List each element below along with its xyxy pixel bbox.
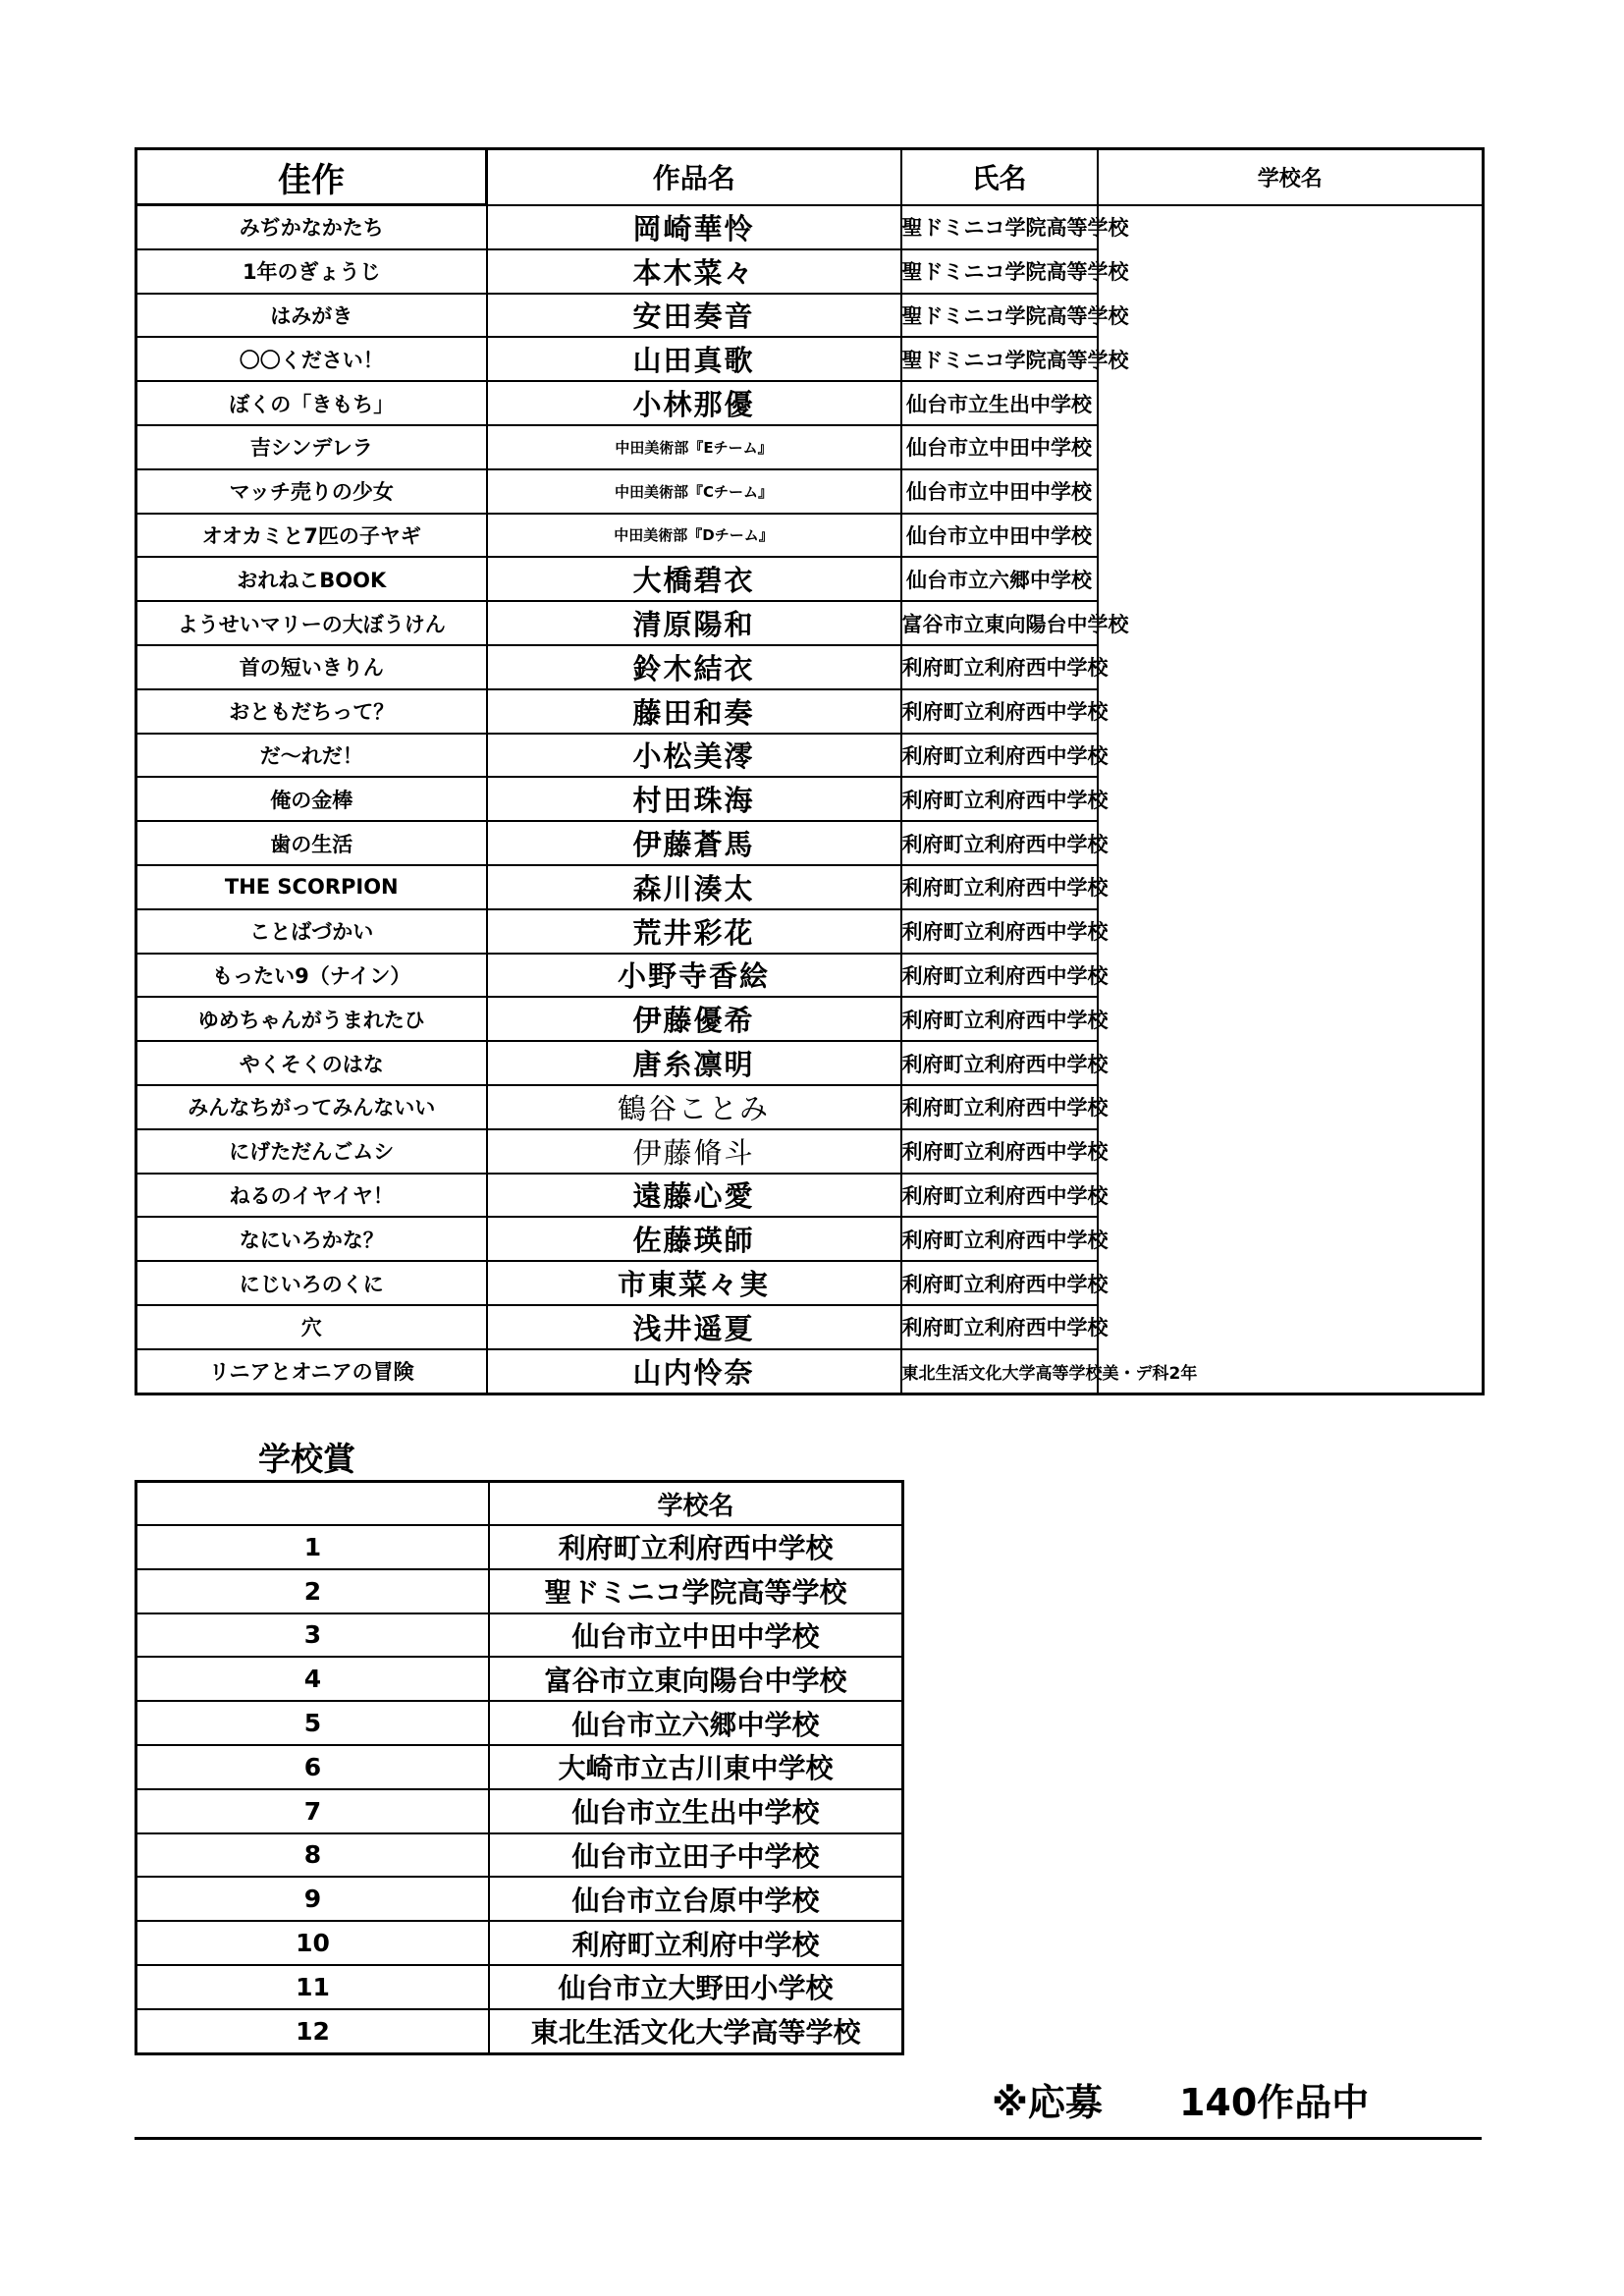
divider bbox=[135, 2137, 1482, 2140]
entry-name: 鶴谷ことみ bbox=[487, 1085, 901, 1129]
entry-title: だ～れだ！ bbox=[136, 734, 487, 778]
school-rank: 8 bbox=[136, 1833, 490, 1878]
school-rank: 11 bbox=[136, 1965, 490, 2009]
entry-school: 利府町立利府西中学校 bbox=[901, 689, 1098, 734]
entry-title: にげただんごムシ bbox=[136, 1129, 487, 1174]
header-row bbox=[136, 149, 1484, 205]
school-award-name: 利府町立利府西中学校 bbox=[489, 1525, 903, 1569]
entry-row bbox=[136, 821, 1484, 865]
entry-row bbox=[136, 1041, 1484, 1085]
entry-school: 仙台市立六郷中学校 bbox=[901, 557, 1098, 601]
entry-name: 伊藤優希 bbox=[487, 997, 901, 1041]
entry-title: マッチ売りの少女 bbox=[136, 469, 487, 514]
entry-row bbox=[136, 249, 1484, 294]
entry-row bbox=[136, 997, 1484, 1041]
entry-school: 利府町立利府西中学校 bbox=[901, 1085, 1098, 1129]
entry-school: 仙台市立中田中学校 bbox=[901, 514, 1098, 558]
entry-row bbox=[136, 1217, 1484, 1261]
entry-title: はみがき bbox=[136, 294, 487, 338]
entry-title: おともだちって？ bbox=[136, 689, 487, 734]
entry-row bbox=[136, 1261, 1484, 1305]
entry-title: みぢかなかたち bbox=[136, 205, 487, 249]
school-award-name: 仙台市立台原中学校 bbox=[489, 1877, 903, 1921]
entry-title: 1年のぎょうじ bbox=[136, 249, 487, 294]
entry-row bbox=[136, 645, 1484, 689]
entry-title: ねるのイヤイヤ！ bbox=[136, 1174, 487, 1218]
column-header-name: 氏名 bbox=[901, 149, 1098, 205]
school-award-row bbox=[136, 2009, 903, 2053]
entry-name: 藤田和奏 bbox=[487, 689, 901, 734]
school-award-name: 仙台市立生出中学校 bbox=[489, 1789, 903, 1833]
entry-title: ようせいマリーの大ぼうけん bbox=[136, 601, 487, 645]
entry-name: 遠藤心愛 bbox=[487, 1174, 901, 1218]
entry-name: 鈴木結衣 bbox=[487, 645, 901, 689]
school-award-row bbox=[136, 1921, 903, 1965]
school-award-row bbox=[136, 1745, 903, 1789]
school-rank: 10 bbox=[136, 1921, 490, 1965]
footnote bbox=[992, 2072, 1369, 2126]
school-header: 学校名 bbox=[489, 1482, 903, 1526]
school-award-row bbox=[136, 1525, 903, 1569]
school-award-row bbox=[136, 1701, 903, 1745]
entry-row bbox=[136, 689, 1484, 734]
entry-title: なにいろかな？ bbox=[136, 1217, 487, 1261]
entry-title: ゆめちゃんがうまれたひ bbox=[136, 997, 487, 1041]
entry-title: ぼくの「きもち」 bbox=[136, 381, 487, 425]
entry-row bbox=[136, 1349, 1484, 1394]
school-award-row bbox=[136, 1789, 903, 1833]
entry-name: 山田真歌 bbox=[487, 337, 901, 381]
entry-name: 安田奏音 bbox=[487, 294, 901, 338]
entry-title: 歯の生活 bbox=[136, 821, 487, 865]
school-award-name: 東北生活文化大学高等学校 bbox=[489, 2009, 903, 2053]
school-rank: 2 bbox=[136, 1569, 490, 1613]
entry-title: THE SCORPION bbox=[136, 865, 487, 909]
school-award-row bbox=[136, 1569, 903, 1613]
entry-school: 利府町立利府西中学校 bbox=[901, 1041, 1098, 1085]
entry-name: 中田美術部『Cチーム』 bbox=[487, 469, 901, 514]
rank-header bbox=[136, 1482, 490, 1526]
entry-name: 小松美澪 bbox=[487, 734, 901, 778]
school-award-row bbox=[136, 1613, 903, 1658]
entry-school: 富谷市立東向陽台中学校 bbox=[901, 601, 1098, 645]
entry-name: 浅井遥夏 bbox=[487, 1305, 901, 1349]
column-header-school: 学校名 bbox=[1098, 149, 1484, 205]
entry-name: 本木菜々 bbox=[487, 249, 901, 294]
entry-name: 中田美術部『Dチーム』 bbox=[487, 514, 901, 558]
entry-school: 利府町立利府西中学校 bbox=[901, 865, 1098, 909]
entry-title: ことばづかい bbox=[136, 909, 487, 954]
entry-school: 聖ドミニコ学院高等学校 bbox=[901, 294, 1098, 338]
entry-school: 利府町立利府西中学校 bbox=[901, 1305, 1098, 1349]
entry-title: みんなちがってみんないい bbox=[136, 1085, 487, 1129]
entry-row bbox=[136, 294, 1484, 338]
entry-school: 利府町立利府西中学校 bbox=[901, 909, 1098, 954]
entry-school: 利府町立利府西中学校 bbox=[901, 954, 1098, 998]
entry-row bbox=[136, 1085, 1484, 1129]
entry-row bbox=[136, 1305, 1484, 1349]
entry-school: 聖ドミニコ学院高等学校 bbox=[901, 249, 1098, 294]
entry-name: 小野寺香絵 bbox=[487, 954, 901, 998]
school-rank: 12 bbox=[136, 2009, 490, 2053]
entry-school: 東北生活文化大学高等学校美・デ科2年 bbox=[901, 1349, 1098, 1394]
school-rank: 1 bbox=[136, 1525, 490, 1569]
entry-name: 伊藤脩斗 bbox=[487, 1129, 901, 1174]
entry-title: やくそくのはな bbox=[136, 1041, 487, 1085]
entry-row bbox=[136, 205, 1484, 249]
entry-school: 利府町立利府西中学校 bbox=[901, 1129, 1098, 1174]
school-rank: 4 bbox=[136, 1657, 490, 1701]
entry-school: 利府町立利府西中学校 bbox=[901, 1217, 1098, 1261]
entry-row bbox=[136, 337, 1484, 381]
school-award-row bbox=[136, 1877, 903, 1921]
entry-row bbox=[136, 1174, 1484, 1218]
entry-row bbox=[136, 514, 1484, 558]
entry-title: もったい9（ナイン） bbox=[136, 954, 487, 998]
school-award-name: 仙台市立六郷中学校 bbox=[489, 1701, 903, 1745]
entry-row bbox=[136, 1129, 1484, 1174]
school-award-row bbox=[136, 1965, 903, 2009]
entry-name: 伊藤蒼馬 bbox=[487, 821, 901, 865]
entry-school: 仙台市立中田中学校 bbox=[901, 469, 1098, 514]
entry-title: 〇〇ください！ bbox=[136, 337, 487, 381]
footnote-label: ※応募 bbox=[992, 2081, 1103, 2124]
entry-name: 荒井彩花 bbox=[487, 909, 901, 954]
award-category: 佳作 bbox=[136, 149, 487, 205]
column-header-title: 作品名 bbox=[487, 149, 901, 205]
entry-school: 利府町立利府西中学校 bbox=[901, 734, 1098, 778]
school-award-name: 利府町立利府中学校 bbox=[489, 1921, 903, 1965]
entry-name: 清原陽和 bbox=[487, 601, 901, 645]
entry-row bbox=[136, 909, 1484, 954]
entry-name: 中田美術部『Eチーム』 bbox=[487, 425, 901, 469]
school-rank: 9 bbox=[136, 1877, 490, 1921]
entry-row bbox=[136, 954, 1484, 998]
entry-row bbox=[136, 865, 1484, 909]
entry-title: オオカミと7匹の子ヤギ bbox=[136, 514, 487, 558]
entry-title: にじいろのくに bbox=[136, 1261, 487, 1305]
entry-name: 佐藤瑛師 bbox=[487, 1217, 901, 1261]
school-rank: 5 bbox=[136, 1701, 490, 1745]
school-award-caption: 学校賞 bbox=[258, 1440, 355, 1478]
school-award-name: 聖ドミニコ学院高等学校 bbox=[489, 1569, 903, 1613]
school-award-name: 仙台市立大野田小学校 bbox=[489, 1965, 903, 2009]
entry-row bbox=[136, 381, 1484, 425]
school-rank: 3 bbox=[136, 1613, 490, 1658]
entry-school: 利府町立利府西中学校 bbox=[901, 645, 1098, 689]
footnote-count: 140作品中 bbox=[1178, 2081, 1370, 2124]
entry-name: 森川湊太 bbox=[487, 865, 901, 909]
entry-name: 市東菜々実 bbox=[487, 1261, 901, 1305]
school-award-name: 富谷市立東向陽台中学校 bbox=[489, 1657, 903, 1701]
entry-name: 大橋碧衣 bbox=[487, 557, 901, 601]
entry-title: 吉シンデレラ bbox=[136, 425, 487, 469]
school-award-row bbox=[136, 1833, 903, 1878]
entry-school: 利府町立利府西中学校 bbox=[901, 997, 1098, 1041]
entry-row bbox=[136, 601, 1484, 645]
entry-school: 仙台市立生出中学校 bbox=[901, 381, 1098, 425]
entry-school: 利府町立利府西中学校 bbox=[901, 1174, 1098, 1218]
entry-title: リニアとオニアの冒険 bbox=[136, 1349, 487, 1394]
entry-row bbox=[136, 777, 1484, 821]
entry-row bbox=[136, 425, 1484, 469]
school-award-row bbox=[136, 1657, 903, 1701]
entry-school: 利府町立利府西中学校 bbox=[901, 821, 1098, 865]
entry-name: 唐糸凛明 bbox=[487, 1041, 901, 1085]
entry-name: 山内怜奈 bbox=[487, 1349, 901, 1394]
entry-title: おれねこBOOK bbox=[136, 557, 487, 601]
school-award-table bbox=[135, 1480, 904, 2055]
school-award-header-row bbox=[136, 1482, 903, 1526]
entry-title: 首の短いきりん bbox=[136, 645, 487, 689]
school-rank: 6 bbox=[136, 1745, 490, 1789]
entry-school: 聖ドミニコ学院高等学校 bbox=[901, 337, 1098, 381]
entry-row bbox=[136, 469, 1484, 514]
entry-row bbox=[136, 734, 1484, 778]
entry-name: 小林那優 bbox=[487, 381, 901, 425]
award-table bbox=[135, 147, 1485, 1395]
entry-row bbox=[136, 557, 1484, 601]
school-rank: 7 bbox=[136, 1789, 490, 1833]
entry-name: 村田珠海 bbox=[487, 777, 901, 821]
entry-school: 利府町立利府西中学校 bbox=[901, 777, 1098, 821]
school-award-name: 大崎市立古川東中学校 bbox=[489, 1745, 903, 1789]
school-award-name: 仙台市立田子中学校 bbox=[489, 1833, 903, 1878]
school-award-name: 仙台市立中田中学校 bbox=[489, 1613, 903, 1658]
entry-school: 聖ドミニコ学院高等学校 bbox=[901, 205, 1098, 249]
entry-title: 穴 bbox=[136, 1305, 487, 1349]
entry-title: 俺の金棒 bbox=[136, 777, 487, 821]
entry-school: 仙台市立中田中学校 bbox=[901, 425, 1098, 469]
entry-name: 岡崎華怜 bbox=[487, 205, 901, 249]
entry-school: 利府町立利府西中学校 bbox=[901, 1261, 1098, 1305]
